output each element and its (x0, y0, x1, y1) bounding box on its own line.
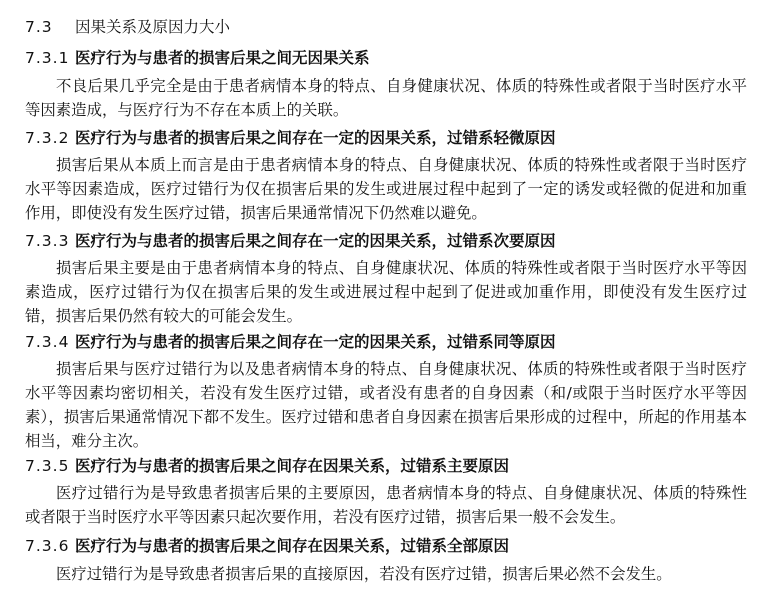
subsection-title: 医疗行为与患者的损害后果之间存在因果关系，过错系全部原因 (75, 537, 510, 555)
subsection-body-7-3-3: 损害后果主要是由于患者病情本身的特点、自身健康状况、体质的特殊性或者限于当时医疗水平等因素造成，医疗过错行为仅在损害后果的发生或进展过程中起到了促进或加重作用，即使没有发生医疗过错，损害后果仍然有较大的可能会发生。 (25, 259, 747, 325)
subsection-heading-7-3-1 (25, 47, 370, 69)
subsection-body-7-3-5: 医疗过错行为是导致患者损害后果的主要原因，患者病情本身的特点、自身健康状况、体质的特殊性或者限于当时医疗水平等因素只起次要作用，若没有医疗过错，损害后果一般不会发生。 (25, 484, 747, 526)
section-title: 因果关系及原因力大小 (75, 18, 231, 36)
subsection-number: 7.3.1 (25, 49, 70, 67)
subsection-heading-7-3-5 (25, 455, 509, 477)
subsection-number: 7.3.3 (25, 232, 70, 250)
subsection-number: 7.3.2 (25, 129, 70, 147)
subsection-body-7-3-6: 医疗过错行为是导致患者损害后果的直接原因，若没有医疗过错，损害后果必然不会发生。 (56, 565, 672, 583)
subsection-title: 医疗行为与患者的损害后果之间存在一定的因果关系，过错系轻微原因 (75, 129, 556, 147)
subsection-body-7-3-2: 损害后果从本质上而言是由于患者病情本身的特点、自身健康状况、体质的特殊性或者限于当时医疗水平等因素造成，医疗过错行为仅在损害后果的发生或进展过程中起到了一定的诱发或轻微的促进和加重作用，即使没有发生医疗过错，损害后果通常情况下仍然难以避免。 (25, 156, 747, 222)
subsection-heading-7-3-4 (25, 331, 556, 353)
subsection-body-7-3-4: 损害后果与医疗过错行为以及患者病情本身的特点、自身健康状况、体质的特殊性或者限于当时医疗水平等因素均密切相关，若没有发生医疗过错，或者没有患者的自身因素（和/或限于当时医疗水平等因素），损害后果通常情况下都不发生。医疗过错和患者自身因素在损害后果形成的过程中，所起的作用基本相当，难分主次。 (25, 360, 747, 450)
subsection-title: 医疗行为与患者的损害后果之间存在一定的因果关系，过错系同等原因 (75, 333, 556, 351)
subsection-title: 医疗行为与患者的损害后果之间存在因果关系，过错系主要原因 (75, 457, 510, 475)
subsection-number: 7.3.6 (25, 537, 70, 555)
subsection-heading-7-3-6 (25, 535, 509, 557)
subsection-title: 医疗行为与患者的损害后果之间无因果关系 (75, 49, 370, 67)
subsection-body-7-3-1: 不良后果几乎完全是由于患者病情本身的特点、自身健康状况、体质的特殊性或者限于当时医疗水平等因素造成，与医疗行为不存在本质上的关联。 (25, 77, 747, 119)
section-heading (25, 16, 230, 38)
subsection-number: 7.3.5 (25, 457, 70, 475)
section-number: 7.3 (25, 18, 53, 36)
subsection-number: 7.3.4 (25, 333, 70, 351)
subsection-heading-7-3-2 (25, 127, 556, 149)
subsection-title: 医疗行为与患者的损害后果之间存在一定的因果关系，过错系次要原因 (75, 232, 556, 250)
subsection-heading-7-3-3 (25, 230, 556, 252)
